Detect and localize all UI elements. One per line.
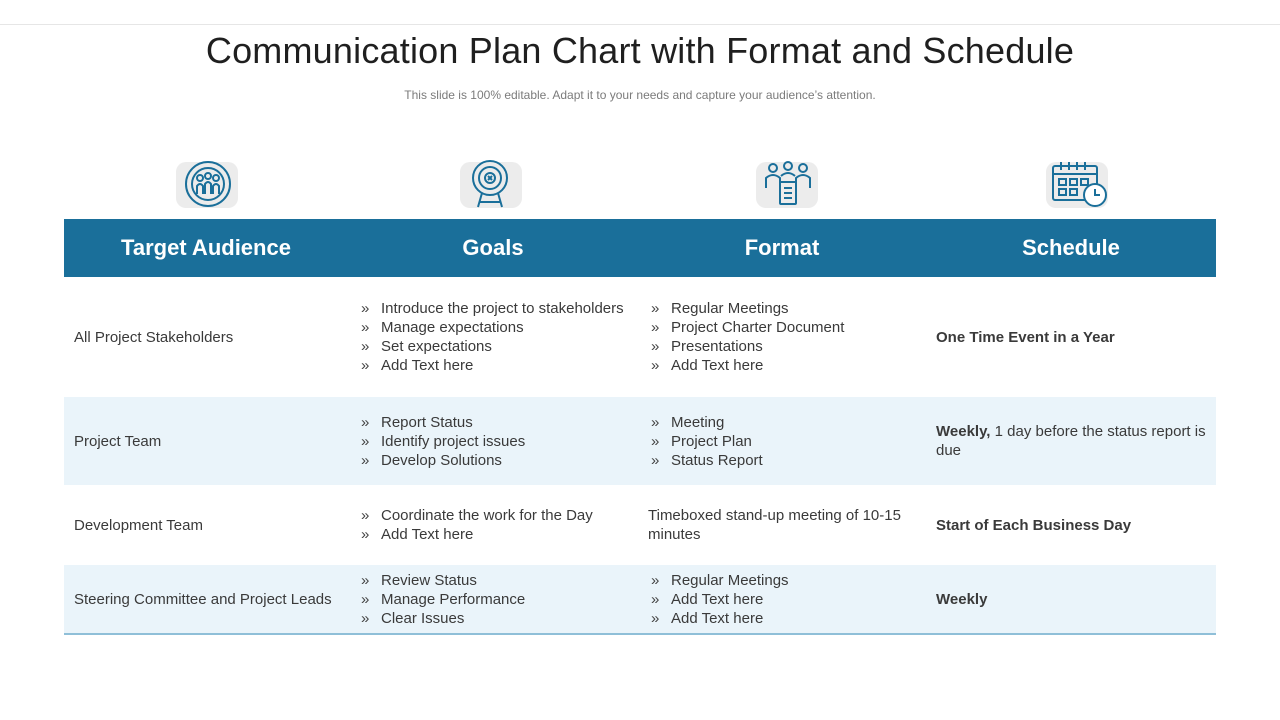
format-item: » Add Text here: [648, 356, 926, 375]
header-schedule: Schedule: [1022, 235, 1120, 260]
format-item: » Status Report: [648, 451, 926, 470]
goal-item: » Manage Performance: [358, 590, 638, 609]
table-header: [64, 219, 1216, 277]
goal-item: » Clear Issues: [358, 609, 638, 628]
goals-cell: [348, 277, 638, 397]
format-item: » Presentations: [648, 337, 926, 356]
audience-cell: Development Team: [74, 516, 203, 534]
page-subtitle: This slide is 100% editable. Adapt it to your needs and capture your audience’s attention.: [404, 88, 876, 102]
audience-cell: Project Team: [74, 432, 162, 450]
schedule-cell: Weekly: [936, 590, 988, 608]
format-item: » Project Charter Document: [648, 318, 926, 337]
table-bottom-border: [64, 633, 1216, 635]
goal-item: » Coordinate the work for the Day: [358, 506, 638, 525]
table-row: [64, 485, 1216, 565]
goal-item: » Report Status: [358, 413, 638, 432]
format-item: » Add Text here: [648, 590, 926, 609]
audience-cell: Steering Committee and Project Leads: [74, 590, 332, 608]
audience-icon: [172, 156, 242, 216]
goal-item: » Develop Solutions: [358, 451, 638, 470]
audience-cell: All Project Stakeholders: [74, 328, 234, 346]
goal-item: » Add Text here: [358, 356, 638, 375]
schedule-cell: One Time Event in a Year: [936, 328, 1115, 346]
goals-cell: [348, 485, 638, 565]
goals-cell: [348, 397, 638, 485]
presentation-icon: [752, 156, 822, 216]
top-divider: [0, 24, 1280, 25]
table-row: [64, 397, 1216, 485]
schedule-cell: Weekly, 1 day before the status report is due: [936, 423, 1206, 459]
format-item: » Regular Meetings: [648, 571, 926, 590]
header-goals: Goals: [462, 235, 524, 260]
page-title: Communication Plan Chart with Format and Schedule: [205, 30, 1075, 71]
format-cell: [638, 397, 926, 485]
table-row: [64, 565, 1216, 633]
format-item: » Project Plan: [648, 432, 926, 451]
table-row: [64, 277, 1216, 397]
format-cell: [638, 277, 926, 397]
target-icon: [456, 156, 526, 216]
communication-table: [64, 277, 1216, 633]
goal-item: » Introduce the project to stakeholders: [358, 299, 638, 318]
goal-item: » Add Text here: [358, 525, 638, 544]
format-cell: Timeboxed stand-up meeting of 10-15 minutes: [648, 507, 901, 543]
format-item: » Add Text here: [648, 609, 926, 628]
goal-item: » Review Status: [358, 571, 638, 590]
schedule-cell: Start of Each Business Day: [936, 516, 1132, 534]
format-item: » Meeting: [648, 413, 926, 432]
goal-item: » Set expectations: [358, 337, 638, 356]
format-item: » Regular Meetings: [648, 299, 926, 318]
header-format: Format: [744, 235, 820, 260]
goal-item: » Identify project issues: [358, 432, 638, 451]
goals-cell: [348, 565, 638, 633]
goal-item: » Manage expectations: [358, 318, 638, 337]
calendar-clock-icon: [1042, 156, 1112, 216]
header-target-audience: Target Audience: [121, 235, 291, 260]
format-cell: [638, 565, 926, 633]
